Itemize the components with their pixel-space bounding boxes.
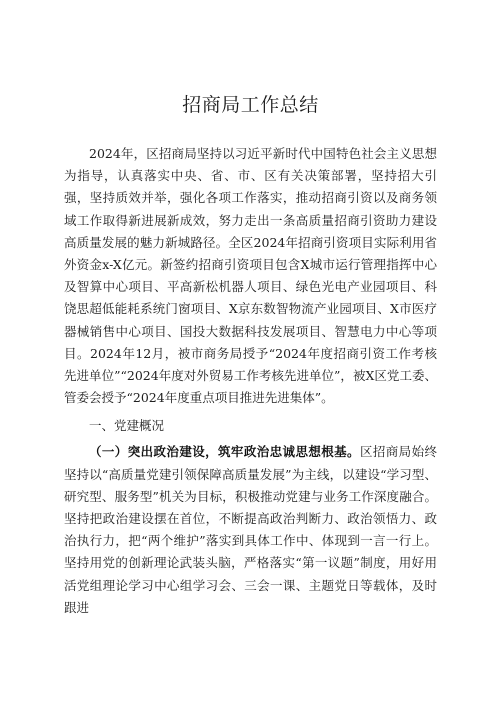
section-paragraph	[64, 441, 437, 619]
paragraph-lead-heading: （一）突出政治建设，筑牢政治忠诚思想根基。	[89, 444, 360, 460]
document-title: 招商局工作总结	[182, 94, 319, 116]
section-heading-party-building: 一、党建概况	[89, 418, 165, 434]
intro-paragraph: 2024年，区招商局坚持以习近平新时代中国特色社会主义思想为指导，认真落实中央、省、市、区有关决策部署，坚持招大引强，坚持质效并举，强化各项工作落实，推动招商引资以及商务领域工作取得新进展新成效，努力走出一条高质量招商引资助力建设高质量发展的魅力新城路径。全区2024年招商引资项目实际利用省外资金x-X亿元。新签约招商引资项目包含X城市运行管理指挥中心及智算中心项目、平高新松机器人项目、绿色光电产业园项目、科饶思超低能耗系统门窗项目、X京东数智物流产业园项目、X市医疗器械销售中心项目、国投大数据科技发展项目、智慧电力中心等项目。2024年12月，被市商务局授予“2024年度招商引资工作考核先进单位”“2024年度对外贸易工作考核先进单位”，被X区党工委、管委会授予“2024年度重点项目推进先进集体”。	[64, 146, 437, 406]
paragraph-body-text: 区招商局始终坚持以“高质量党建引领保障高质量发展”为主线，以建设“学习型、研究型、服务型”机关为目标，积极推动党建与业务工作深度融合。坚持把政治建设摆在首位，不断提高政治判断力、政治领悟力、政治执行力，把“两个维护”落实到具体工作中、体现到一言一行上。坚持用党的创新理论武装头脑，严格落实“第一议题”制度，用好用活党组理论学习中心组学习会、三会一课、主题党日等载体，及时跟进	[64, 444, 437, 615]
